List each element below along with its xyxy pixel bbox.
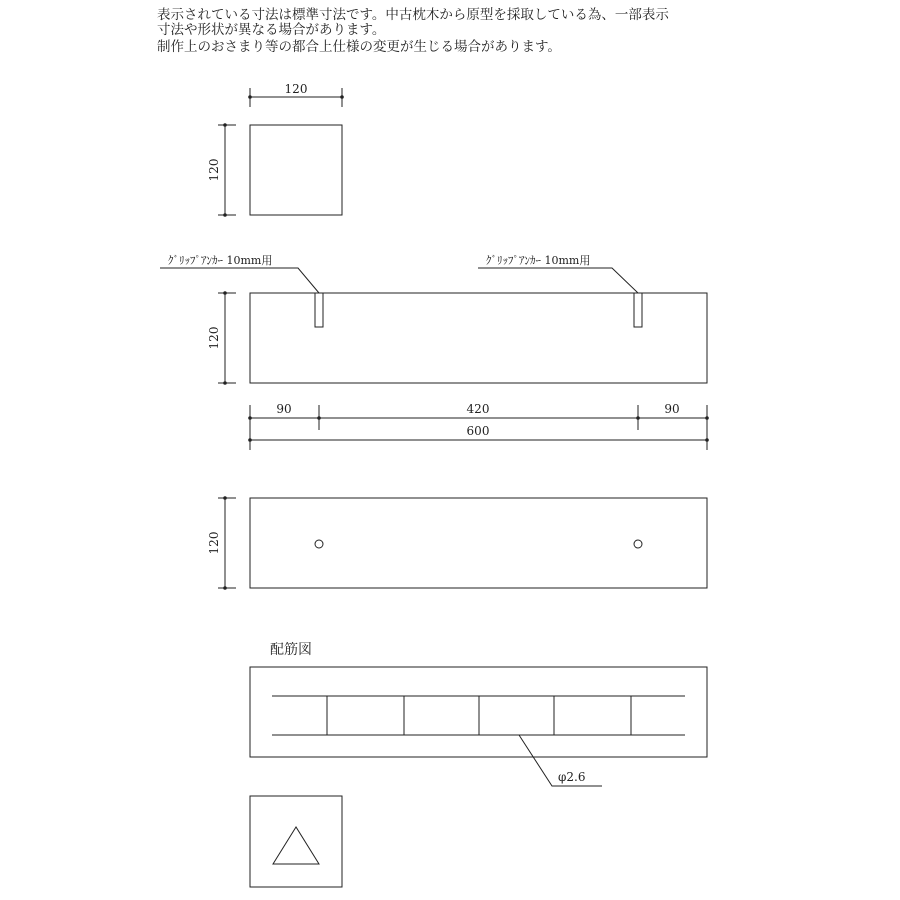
anchor-hole-left xyxy=(315,540,323,548)
dim-dot xyxy=(223,213,227,217)
rebar-drawing xyxy=(250,642,707,786)
anchor-left-label: ｸﾞﾘｯﾌﾟｱﾝｶｰ 10mm用 xyxy=(168,254,273,267)
dim-dot xyxy=(223,586,227,590)
dim-right-label: 90 xyxy=(664,402,680,416)
dim-left-label: 90 xyxy=(276,402,292,416)
anchor-right-leader xyxy=(478,268,638,293)
anchor-right-label: ｸﾞﾘｯﾌﾟｱﾝｶｰ 10mm用 xyxy=(486,254,591,267)
note-line-1: 表示されている寸法は標準寸法です。中古枕木から原型を採取している為、一部表示 xyxy=(157,7,669,23)
anchor-right xyxy=(634,293,642,327)
anchor-left-leader xyxy=(160,268,319,293)
dim-dot xyxy=(636,416,640,420)
side-view xyxy=(160,254,709,450)
dim-dot xyxy=(705,416,709,420)
top-view-outline xyxy=(250,498,707,588)
dim-dot xyxy=(223,123,227,127)
dim-dot xyxy=(223,291,227,295)
anchor-left xyxy=(315,293,323,327)
end-view-outline xyxy=(250,125,342,215)
rebar-section-outline xyxy=(250,796,342,887)
rebar-section xyxy=(250,796,342,887)
note-line-2: 寸法や形状が異なる場合があります。 xyxy=(157,22,386,38)
dim-dot xyxy=(248,416,252,420)
end-view xyxy=(207,82,344,217)
triangle-rebar-icon xyxy=(273,827,319,864)
dim-dot xyxy=(317,416,321,420)
dim-dot xyxy=(340,95,344,99)
end-view-height-label: 120 xyxy=(207,158,221,182)
dim-dot xyxy=(248,95,252,99)
dim-dot xyxy=(223,496,227,500)
dim-middle-label: 420 xyxy=(466,402,490,416)
note-line-3: 制作上のおさまり等の都合上仕様の変更が生じる場合があります。 xyxy=(157,39,561,55)
side-view-height-label: 120 xyxy=(207,326,221,350)
dim-dot xyxy=(705,438,709,442)
top-view-height-label: 120 xyxy=(207,531,221,555)
dim-total-label: 600 xyxy=(466,424,490,438)
side-view-outline xyxy=(250,293,707,383)
end-view-width-label: 120 xyxy=(284,82,308,96)
dim-dot xyxy=(223,381,227,385)
rebar-bar-label: φ2.6 xyxy=(558,770,586,784)
top-view xyxy=(207,496,707,590)
anchor-hole-right xyxy=(634,540,642,548)
rebar-title: 配筋図 xyxy=(270,642,312,658)
dim-dot xyxy=(248,438,252,442)
